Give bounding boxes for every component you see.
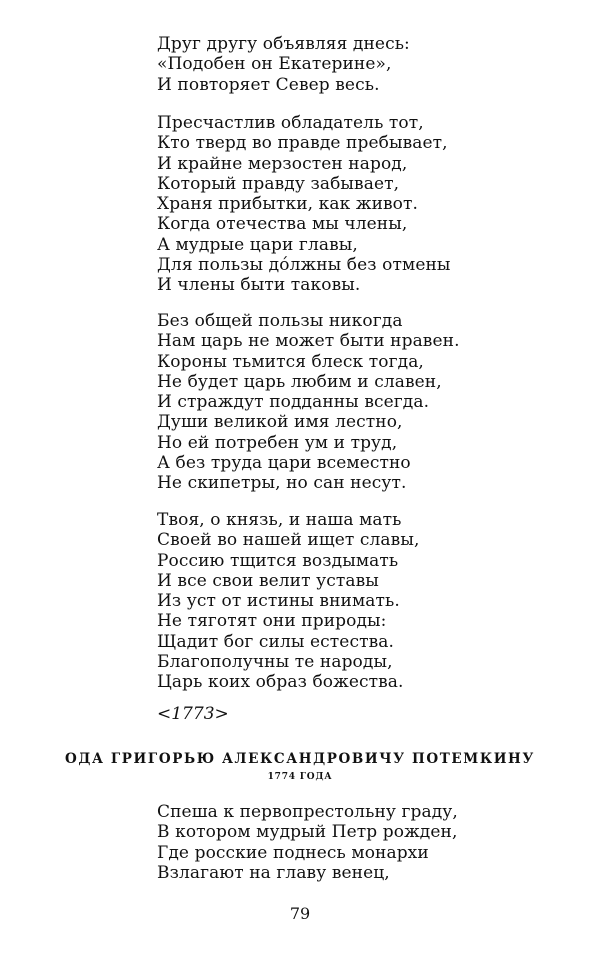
- ode-title: ОДА ГРИГОРЬЮ АЛЕКСАНДРОВИЧУ ПОТЕМКИНУ: [65, 751, 535, 767]
- verse-line: Без общей пользы никогда: [157, 311, 403, 331]
- stanza: [157, 802, 458, 883]
- page-number: 79: [289, 904, 311, 923]
- stanza: [157, 34, 410, 95]
- stanza: [157, 113, 451, 296]
- verse-line: И повторяет Север весь.: [157, 74, 380, 95]
- ode-year-subtitle: 1774 ГОДА: [267, 772, 333, 782]
- verse-line: Спеша к первопрестольну граду,: [157, 802, 458, 822]
- verse-line: Не будет царь любим и славен,: [157, 371, 442, 392]
- verse-line: «Подобен он Екатерине»,: [157, 54, 392, 75]
- verse-line: В котором мудрый Петр рожден,: [157, 822, 458, 843]
- verse-line: Короны тьмится блеск тогда,: [157, 351, 424, 372]
- verse-line: Щадит бог силы естества.: [157, 631, 394, 652]
- verse-line: Друг другу объявляя днесь:: [157, 34, 410, 54]
- verse-line: Который правду забывает,: [157, 173, 400, 194]
- verse-line: Но ей потребен ум и труд,: [157, 432, 398, 453]
- verse-line: Не тяготят они природы:: [157, 611, 387, 632]
- verse-line: А мудрые цари главы,: [157, 234, 358, 255]
- verse-line: А без труда цари всеместно: [157, 453, 411, 474]
- verse-line: Россию тщится воздымать: [157, 550, 399, 571]
- verse-line: Благополучны те народы,: [157, 652, 393, 673]
- verse-line: И страждут подданны всегда.: [157, 392, 430, 413]
- verse-line: И крайне мерзостен народ,: [157, 153, 408, 174]
- verse-line: Нам царь не может быти нравен.: [157, 331, 460, 352]
- stanza: [157, 311, 460, 494]
- verse-line: Не скипетры, но сан несут.: [157, 473, 407, 494]
- poem-date: <1773>: [157, 704, 229, 724]
- verse-line: Твоя, о князь, и наша мать: [157, 510, 402, 530]
- verse-line: Кто тверд во правде пребывает,: [157, 133, 448, 154]
- verse-line: И члены быти таковы.: [157, 275, 361, 296]
- stanza: [157, 510, 419, 693]
- verse-line: Своей во нашей ищет славы,: [157, 530, 420, 551]
- verse-line: Пресчастлив обладатель тот,: [157, 113, 424, 133]
- verse-line: Царь коих образ божества.: [157, 672, 404, 693]
- verse-line: Взлагают на главу венец,: [157, 862, 390, 883]
- verse-line: Где росские поднесь монархи: [157, 842, 429, 863]
- verse-line: Для пользы дóлжны без отмены: [157, 255, 451, 276]
- verse-line: И все свои велит уставы: [157, 570, 379, 591]
- verse-line: Храня прибытки, как живот.: [157, 194, 419, 215]
- verse-line: Из уст от истины внимать.: [157, 591, 400, 612]
- verse-line: Когда отечества мы члены,: [157, 214, 408, 235]
- verse-line: Души великой имя лестно,: [157, 412, 403, 433]
